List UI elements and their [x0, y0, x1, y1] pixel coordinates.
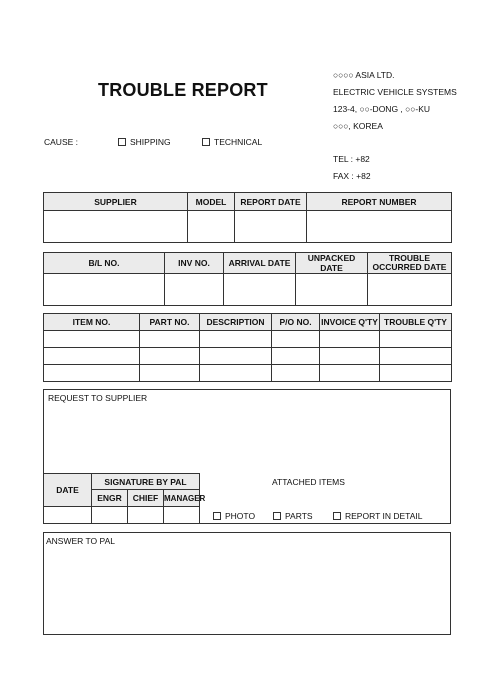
header-report-number: REPORT NUMBER	[307, 193, 452, 211]
header-signature: SIGNATURE BY PAL	[92, 474, 200, 490]
item-cell[interactable]	[320, 348, 380, 365]
item-cell[interactable]	[320, 331, 380, 348]
header-item-no: ITEM NO.	[44, 314, 140, 331]
header-inv-no: INV NO.	[165, 253, 224, 274]
date-cell[interactable]	[44, 507, 92, 524]
header-chief: CHIEF	[128, 490, 164, 507]
item-cell[interactable]	[380, 365, 452, 382]
header-model: MODEL	[188, 193, 235, 211]
item-cell[interactable]	[380, 348, 452, 365]
arrival-date-cell[interactable]	[224, 274, 296, 306]
checkbox-icon[interactable]	[333, 512, 341, 520]
cause-option-technical[interactable]	[202, 137, 262, 147]
attached-items-label: ATTACHED ITEMS	[272, 477, 345, 487]
company-tel: TEL : +82	[333, 154, 370, 164]
header-manager: MANAGER	[164, 490, 200, 507]
table-row	[44, 331, 452, 348]
header-description: DESCRIPTION	[200, 314, 272, 331]
page-title: TROUBLE REPORT	[98, 80, 268, 100]
item-cell[interactable]	[140, 365, 200, 382]
report-number-cell[interactable]	[307, 211, 452, 243]
attached-option-label: PHOTO	[225, 511, 256, 521]
items-table	[43, 313, 452, 382]
report-date-cell[interactable]	[235, 211, 307, 243]
header-supplier: SUPPLIER	[44, 193, 188, 211]
cause-option-label: TECHNICAL	[214, 137, 263, 147]
trouble-date-cell[interactable]	[368, 274, 452, 306]
bl-no-cell[interactable]	[44, 274, 165, 306]
signature-table	[43, 473, 206, 524]
item-cell[interactable]	[44, 331, 140, 348]
item-cell[interactable]	[200, 365, 272, 382]
header-bl-no: B/L NO.	[44, 253, 165, 274]
item-cell[interactable]	[380, 331, 452, 348]
header-po-no: P/O NO.	[272, 314, 320, 331]
cause-option-label: SHIPPING	[130, 137, 171, 147]
answer-label: ANSWER TO PAL	[46, 536, 115, 546]
table-row	[44, 348, 452, 365]
company-fax: FAX : +82	[333, 171, 371, 181]
attached-option-label: PARTS	[285, 511, 313, 521]
supplier-table	[43, 192, 452, 243]
header-unpacked-date: UNPACKED DATE	[296, 253, 368, 274]
item-cell[interactable]	[200, 348, 272, 365]
attached-option-report[interactable]	[333, 511, 422, 521]
manager-sign-cell[interactable]	[164, 507, 200, 524]
header-part-no: PART NO.	[140, 314, 200, 331]
engr-sign-cell[interactable]	[92, 507, 128, 524]
inv-no-cell[interactable]	[165, 274, 224, 306]
item-cell[interactable]	[272, 365, 320, 382]
table-row	[44, 365, 452, 382]
attached-option-label: REPORT IN DETAIL	[345, 511, 423, 521]
item-cell[interactable]	[44, 365, 140, 382]
header-arrival-date: ARRIVAL DATE	[224, 253, 296, 274]
model-cell[interactable]	[188, 211, 235, 243]
company-name: ○○○○ ASIA LTD.	[333, 70, 395, 80]
checkbox-icon[interactable]	[273, 512, 281, 520]
header-date: DATE	[44, 474, 92, 507]
cause-option-shipping[interactable]	[118, 137, 171, 147]
item-cell[interactable]	[320, 365, 380, 382]
chief-sign-cell[interactable]	[128, 507, 164, 524]
supplier-cell[interactable]	[44, 211, 188, 243]
request-label: REQUEST TO SUPPLIER	[48, 393, 148, 403]
item-cell[interactable]	[140, 348, 200, 365]
company-city: ○○○, KOREA	[333, 121, 383, 131]
item-cell[interactable]	[200, 331, 272, 348]
header-report-date: REPORT DATE	[235, 193, 307, 211]
company-address: 123-4, ○○-DONG , ○○-KU	[333, 104, 431, 114]
header-engr: ENGR	[92, 490, 128, 507]
checkbox-icon[interactable]	[213, 512, 221, 520]
item-cell[interactable]	[272, 331, 320, 348]
unpacked-date-cell[interactable]	[296, 274, 368, 306]
item-cell[interactable]	[140, 331, 200, 348]
header-trouble-occurred-date: TROUBLE OCCURRED DATE	[368, 253, 452, 274]
header-invoice-qty: INVOICE Q'TY	[320, 314, 380, 331]
answer-section[interactable]	[43, 532, 451, 635]
shipment-table	[43, 252, 452, 306]
item-cell[interactable]	[272, 348, 320, 365]
checkbox-icon[interactable]	[118, 138, 126, 146]
item-cell[interactable]	[44, 348, 140, 365]
header-trouble-qty: TROUBLE Q'TY	[380, 314, 452, 331]
attached-option-parts[interactable]	[273, 511, 313, 521]
attached-option-photo[interactable]	[213, 511, 255, 521]
cause-label: CAUSE :	[44, 137, 79, 147]
checkbox-icon[interactable]	[202, 138, 210, 146]
company-division: ELECTRIC VEHICLE SYSTEMS	[333, 87, 457, 97]
